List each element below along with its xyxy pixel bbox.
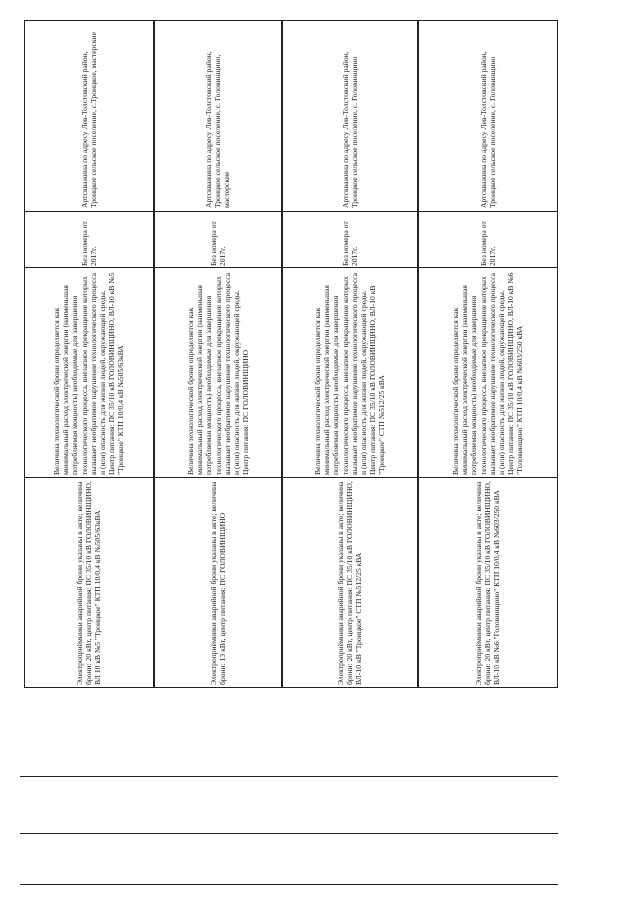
emergency-reserve-cell	[283, 477, 417, 687]
object-text: Артскважина по адресу Лев-Толстовский район, Троицкое сельское поселение, с.Троицкое, мастерские	[79, 32, 98, 208]
act-number-cell	[419, 211, 557, 267]
table-row	[154, 20, 282, 688]
act-number-cell	[25, 211, 153, 267]
tech-reserve-text: Величина технологической брони определяется как минимальный расход электрической энергии (наименьшая потребляемая мощность) необходимые для завершения технологического процесса, внезапное прекращение которых вызывает необратимое нарушение технологического процесса и (или) опасность для жизни людей, окружающей среды. Центр питания: ПС 35/10 кВ ГОЛОВИНЩИНО, ВЛ-10 кВ №5 "Троицкое" КТП 10/0,4 кВ №505/63кВА	[52, 272, 126, 475]
tech-reserve-text: Величина технологической брони определяется как минимальный расход электрической энергии (наименьшая потребляемая мощность) необходимые для завершения технологического процесса, внезапное прекращение которых вызывает необратимое нарушение технологического процесса и (или) опасность для жизни людей, окружающей среды. Центр питания: ПС ГОЛОВИНЩИНО	[185, 272, 251, 475]
emergency-reserve-text: Электроприёмники аварийной брони указаны в акте; величина брони: 20 кВт, центр питания: ПС 35/10 кВ ГОЛОВИНЩИНО, ВЛ 10 кВ №5 "Троицкое" КТП 10/0,4 кВ №505/63кВА	[75, 480, 103, 685]
object-cell	[25, 21, 153, 211]
object-cell	[419, 21, 557, 211]
tech-reserve-cell	[283, 267, 417, 477]
tech-reserve-text: Величина технологической брони определяется как минимальный расход электрической энергии (наименьшая потребляемая мощность) необходимые для завершения технологического процесса, внезапное прекращение которых вызывает необратимое нарушение технологического процесса и (или) опасность для жизни людей, окружающей среды. Центр питания: ПС 35/10 кВ ГОЛОВИНЩИНО, ВЛ-10 кВ "Троицкое" СТП №512/25 кВА	[313, 272, 387, 475]
act-number-text: Без номера от 2017г.	[208, 220, 227, 266]
emergency-reserve-cell	[155, 477, 281, 687]
tech-reserve-cell	[25, 267, 153, 477]
object-text: Артскважина по адресу Лев-Толстовский район, Троицкое сельское поселение, с. Головинщино, мастерские	[204, 51, 232, 208]
emergency-reserve-text: Электроприёмники аварийной брони указаны в акте; величина брони: 20 кВт, центр питания: ПС 35/10 кВ ГОЛОВИНЩИНО, ВЛ-10 кВ №6 "Головинщино" КТП 10/0,4 кВ №603/250 кВА	[474, 480, 502, 685]
act-number-text: Без номера от 2017г.	[79, 220, 98, 266]
horizontal-rule	[20, 833, 558, 834]
act-number-cell	[155, 211, 281, 267]
tech-reserve-text: Величина технологической брони определяется как минимальный расход электрической энергии (наименьшая потребляемая мощность) необходимые для завершения технологического процесса, внезапное прекращение которых вызывает необратимое нарушение технологического процесса и (или) опасность для жизни людей, окружающей среды. Центр питания: ПС 35/10 кВ ГОЛОВИНЩИНО, ВЛ-10 кВ №6 "Головинщино" КТП 10/0,4 кВ №603/250 кВА	[451, 272, 525, 475]
act-number-text: Без номера от 2017г.	[340, 220, 359, 266]
act-number-text: Без номера от 2017г.	[478, 220, 497, 266]
object-cell	[155, 21, 281, 211]
tech-reserve-cell	[419, 267, 557, 477]
emergency-reserve-text: Электроприёмники аварийной брони указаны в акте; величина брони: 13 кВт, центр питания: ПС ГОЛОВИНЩИНО	[208, 481, 227, 685]
horizontal-rule	[20, 884, 558, 885]
table-row	[24, 20, 154, 688]
tech-reserve-cell	[155, 267, 281, 477]
horizontal-rule	[20, 776, 558, 777]
act-number-cell	[283, 211, 417, 267]
table-row	[282, 20, 418, 688]
emergency-reserve-text: Электроприёмники аварийной брони указаны в акте; величина брони: 20 кВт, центр питания: ПС 35/10 кВ ГОЛОВИНЩИНО, ВЛ-10 кВ "Троицкое" СТП №512/25 кВА	[336, 480, 364, 685]
table-row	[418, 20, 558, 688]
emergency-reserve-cell	[419, 477, 557, 687]
object-text: Артскважина по адресу Лев-Толстовский район, Троицкое сельское поселение, с. Головинщино	[340, 51, 359, 208]
object-cell	[283, 21, 417, 211]
object-text: Артскважина по адресу Лев-Толстовский район, Троицкое сельское поселение, с. Головинщино	[478, 51, 497, 208]
emergency-reserve-cell	[25, 477, 153, 687]
